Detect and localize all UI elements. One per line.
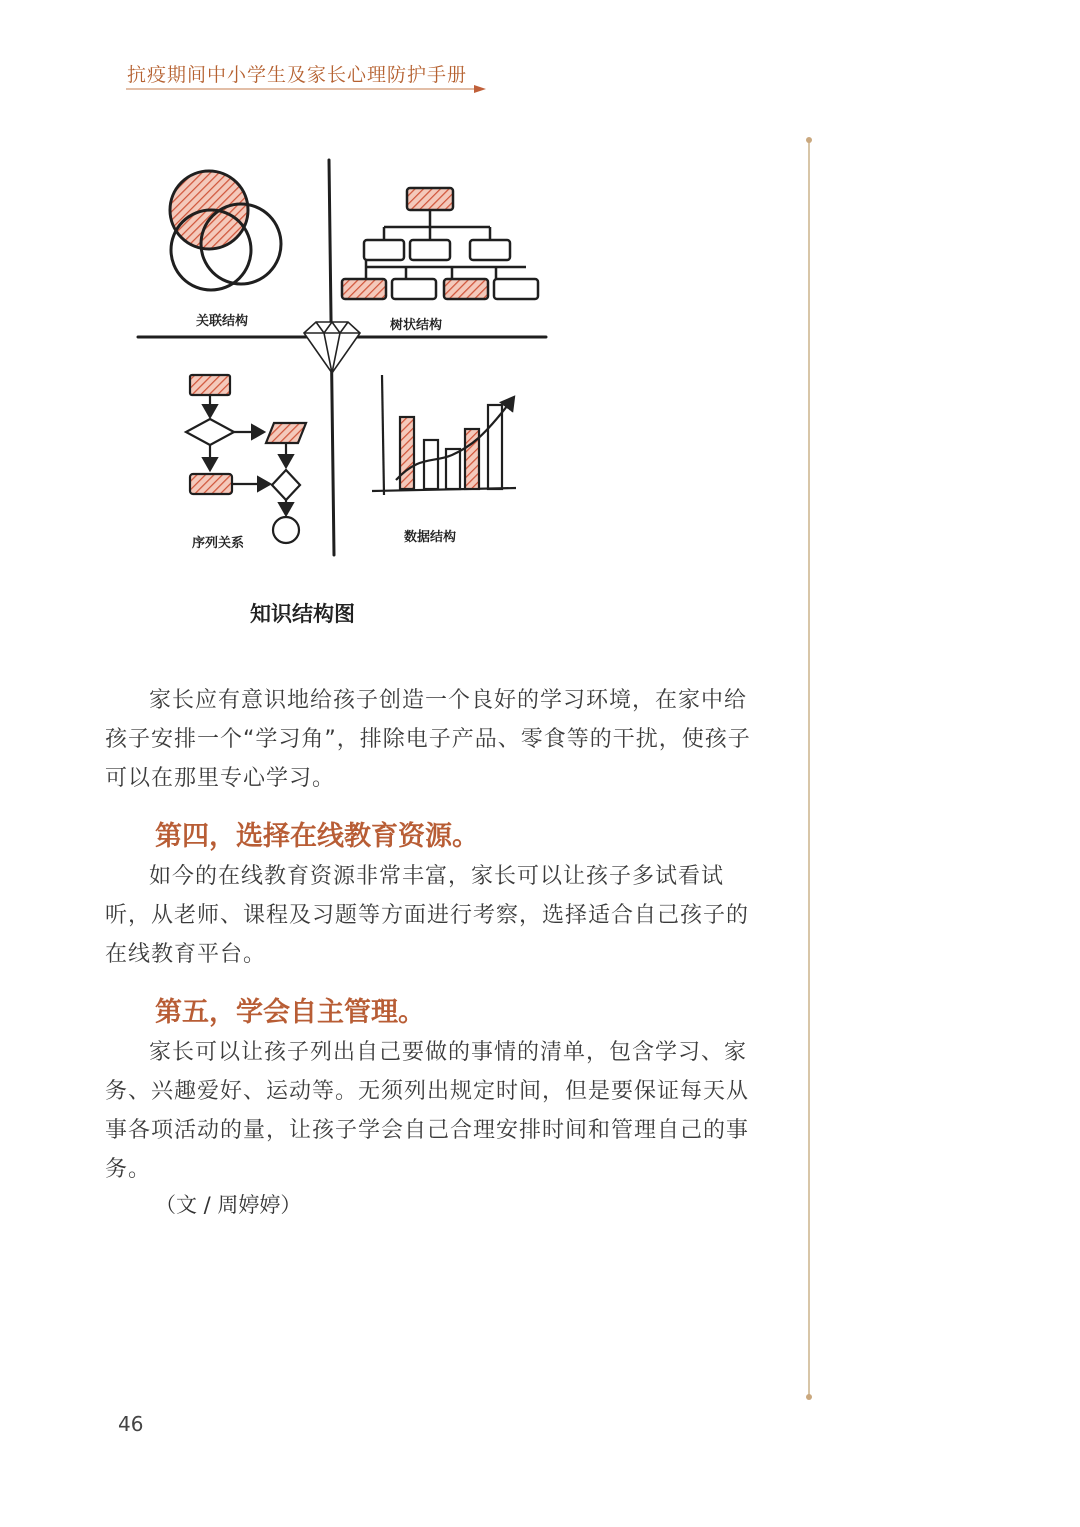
knowledge-structure-figure xyxy=(134,155,554,565)
paragraph-self-management: 家长可以让孩子列出自己要做的事情的清单，包含学习、家务、兴趣爱好、运动等。无须列出规定时间，但是要保证每天从事各项活动的量，让孩子学会自己合理安排时间和管理自己的事务。 xyxy=(105,1040,750,1182)
paragraph-online-resources: 如今的在线教育资源非常丰富，家长可以让孩子多试看试听，从老师、课程及习题等方面进行考察，选择适合自己孩子的在线教育平台。 xyxy=(105,864,750,967)
header-underline xyxy=(126,84,488,94)
margin-rule xyxy=(808,140,810,1398)
paragraph-learning-corner: 家长应有意识地给孩子创造一个良好的学习环境，在家中给孩子安排一个“学习角”，排除电子产品、零食等的干扰，使孩子可以在那里专心学习。 xyxy=(105,688,751,791)
figure-caption: 知识结构图 xyxy=(250,602,355,626)
label-association: 关联结构 xyxy=(196,314,249,329)
page-number: 46 xyxy=(118,1412,144,1436)
author-byline: （文 / 周婷婷） xyxy=(155,1193,302,1217)
running-header-title: 抗疫期间中小学生及家长心理防护手册 xyxy=(127,64,468,86)
label-sequence: 序列关系 xyxy=(192,536,245,551)
label-tree: 树状结构 xyxy=(390,318,443,333)
bar-chart-sketch xyxy=(372,375,516,495)
label-data: 数据结构 xyxy=(404,530,457,545)
diamond-icon xyxy=(304,322,360,373)
heading-fifth: 第五，学会自主管理。 xyxy=(155,997,425,1028)
heading-fourth: 第四，选择在线教育资源。 xyxy=(155,821,479,852)
flowchart-diagram xyxy=(186,375,306,543)
margin-rule-top-dot xyxy=(806,137,812,143)
margin-rule-bottom-dot xyxy=(806,1394,812,1400)
venn-diagram xyxy=(170,171,281,290)
tree-diagram xyxy=(342,188,538,299)
